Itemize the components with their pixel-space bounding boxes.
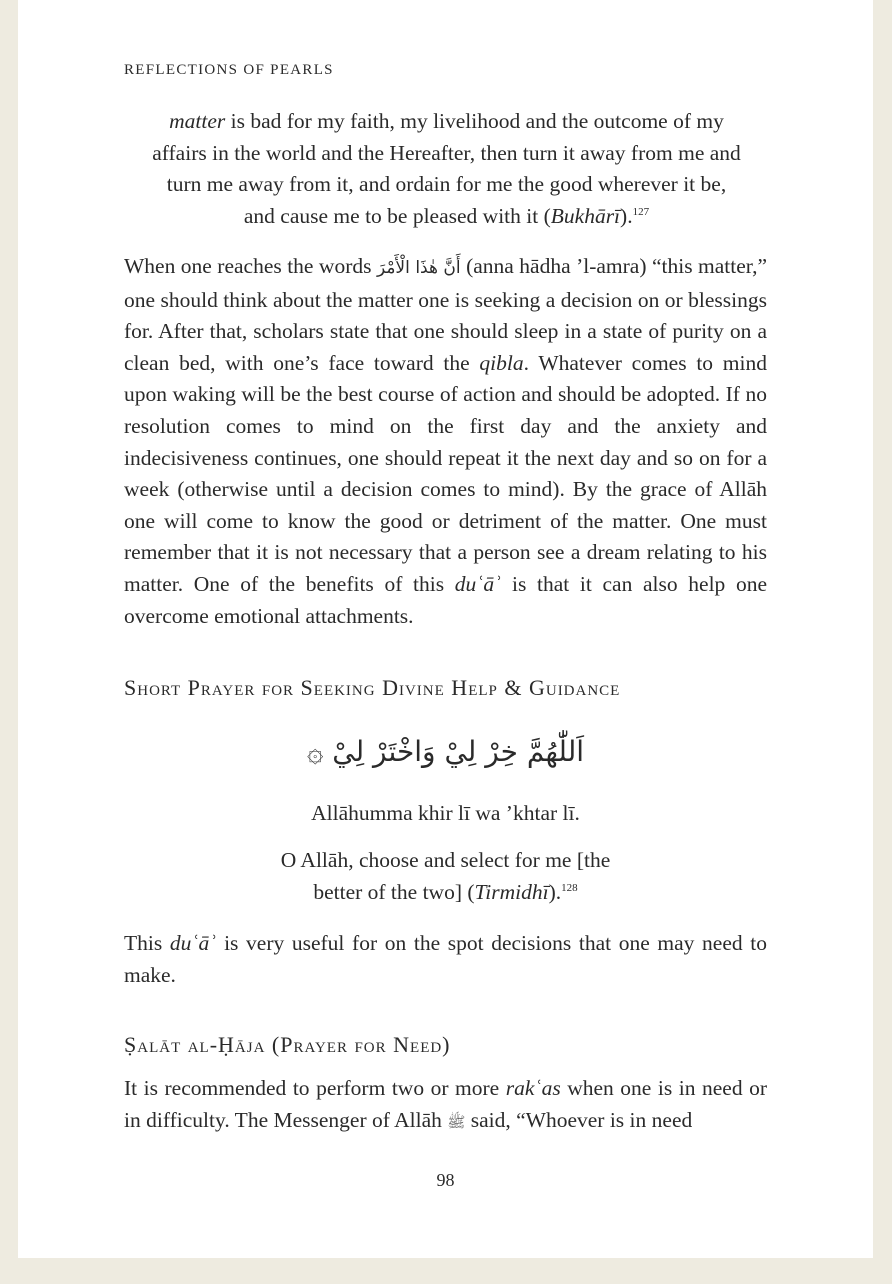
quote-text: is bad for my faith, my livelihood and the outcome of my affairs in the world and the Hereafter, then turn it away from me and turn me away from it, and ordain for me the good wherever it be, and cause me to be pleased with it (	[152, 109, 741, 228]
italic-term-dua: duʿāʾ	[169, 931, 217, 955]
italic-term-rakas: rakʿas	[505, 1076, 561, 1100]
paragraph-text: is that it can also help one overcome emotional attachments.	[124, 571, 767, 628]
footnote-marker: 127	[632, 205, 650, 218]
paragraph-istikhara-explanation	[124, 251, 767, 632]
section-heading-salat-al-haja: Ṣalāt al-Ḥāja (Prayer for Need)	[124, 1032, 451, 1057]
section-heading-short-prayer: Short Prayer for Seeking Divine Help & Guidance	[124, 675, 621, 700]
transliteration: Allāhumma khir lī wa ’khtar lī.	[311, 801, 580, 825]
paragraph-text: When one reaches the words	[124, 254, 377, 278]
page-number: 98	[436, 1170, 455, 1190]
book-page	[18, 0, 873, 1258]
footnote-marker: 128	[561, 881, 578, 894]
quote-italic-word: matter	[169, 109, 226, 133]
arabic-inline-phrase: أَنَّ هٰذَا الْأَمْرَ	[376, 258, 461, 278]
translation-line1: O Allāh, choose and select for me [the	[280, 848, 611, 872]
paragraph-dua-usefulness	[124, 928, 767, 991]
arabic-prayer	[18, 735, 873, 768]
italic-term-dua: duʿāʾ	[454, 571, 502, 596]
paragraph-text: (anna hādha ’l-amra) “this matter,” one should think about the matter one is seeking a decision on or blessings for. After that, scholars state that one should sleep in a state of purity on a clean bed, with one’s face toward the	[124, 254, 767, 375]
arabic-prayer-text: اَللّٰهُمَّ خِرْ لِيْ وَاخْتَرْ لِيْ	[332, 735, 585, 768]
salutation-symbol-icon: ﷺ	[447, 1112, 466, 1131]
paragraph-text: . Whatever comes to mind upon waking will be the best course of action and should be adopted. If no resolution comes to mind on the first day and the anxiety and indecisiveness continues, one should repeat it the next day and so on for a week (otherwise until a decision comes to mind). By the grace of Allāh one will come to know the good or detriment of the matter. One must remember that it is not necessary that a person see a dream relating to his matter. One of the benefits of this	[124, 350, 768, 596]
ayah-end-mark-icon: ۞	[306, 735, 324, 768]
paragraph-text: said, “Whoever is in need	[465, 1107, 693, 1132]
dua-quote-block	[150, 106, 743, 232]
paragraph-text: It is recommended to perform two or more	[124, 1076, 506, 1100]
translation-source: Tirmidhī	[474, 879, 549, 904]
paragraph-text: is very useful for on the spot decisions that one may need to make.	[124, 931, 767, 987]
translation-end: ).	[548, 879, 562, 904]
running-head: REFLECTIONS OF PEARLS	[124, 62, 334, 78]
translation	[18, 845, 873, 908]
quote-source: Bukhārī	[550, 203, 621, 228]
paragraph-text: This	[124, 931, 170, 955]
italic-term-qibla: qibla	[479, 350, 524, 375]
paragraph-salat-al-haja	[124, 1073, 767, 1138]
paragraph-text: when one is in need or in difficulty. The Messenger of Allāh	[124, 1076, 767, 1132]
quote-source-end: ).	[620, 203, 633, 228]
translation-line2: better of the two] (	[313, 879, 475, 904]
